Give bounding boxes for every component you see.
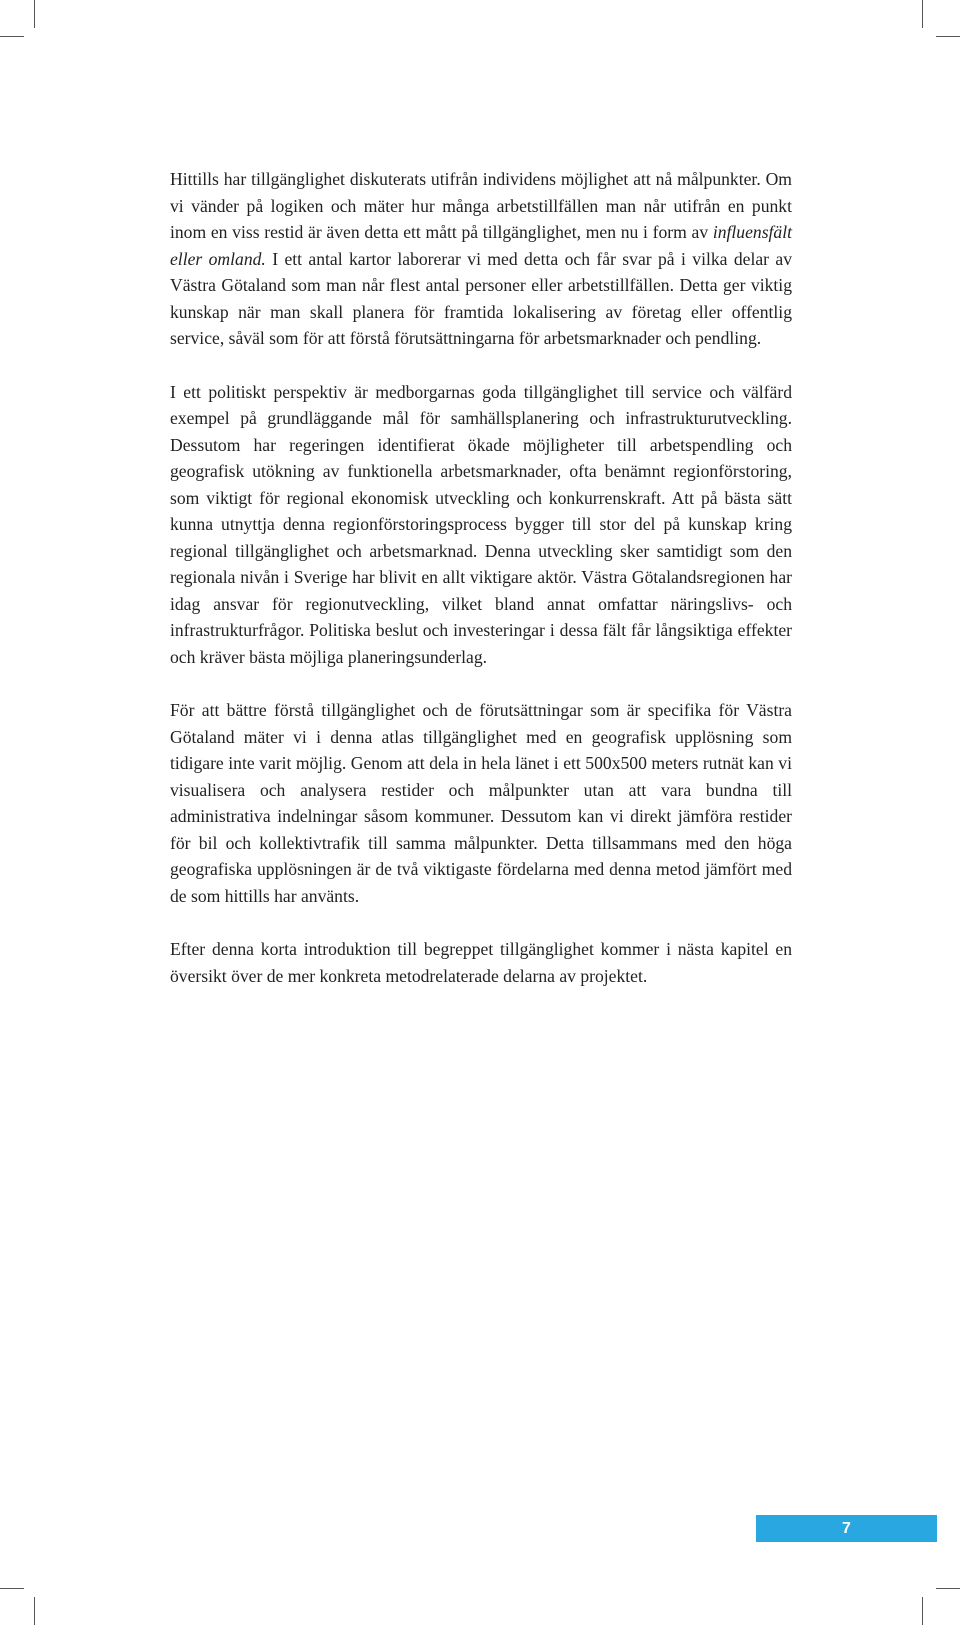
paragraph-4: Efter denna korta introduktion till begreppet tillgänglighet kommer i nästa kapitel en översikt över de mer konkreta metodrelaterade delarna av projektet.: [170, 939, 792, 986]
page-number-badge: [756, 1515, 937, 1542]
paragraph-3: För att bättre förstå tillgänglighet och de förutsättningar som är specifika för Västra Götaland mäter vi i denna atlas tillgänglighet med en geografisk upplösning som tidigare inte varit möjlig. Genom att dela in hela länet i ett 500x500 meters rutnät kan vi visualisera och analysera restider och målpunkter utan att vara bundna till administrativa indelningar såsom kommuner. Dessutom kan vi direkt jämföra restider för bil och kollektivtrafik till samma målpunkter. Detta tillsammans med den höga geografiska upplösningen är de två viktigaste fördelarna med denna metod jämfört med de som hittills har använts.: [170, 700, 792, 906]
crop-mark-top-right-vertical: [922, 0, 923, 28]
crop-mark-bottom-left-horizontal: [0, 1588, 24, 1589]
page-number: 7: [842, 1519, 851, 1537]
crop-mark-bottom-right-horizontal: [936, 1588, 960, 1589]
paragraph-1-end: I ett antal kartor laborerar vi med detta och får svar på i vilka delar av Västra Götaland som man når flest antal personer eller arbetstillfällen. Detta ger viktig kunskap när man skall planera för framtida lokalisering av företag eller offentlig service, såväl som för att förstå förutsättningarna för arbetsmarknader och pendling.: [170, 248, 792, 348]
paragraph-1: [170, 166, 792, 352]
paragraph-1-emphasis: influensfält eller omland.: [170, 222, 792, 269]
body-text: [170, 166, 792, 1016]
crop-mark-bottom-left-vertical: [34, 1597, 35, 1625]
crop-mark-bottom-right-vertical: [922, 1597, 923, 1625]
crop-mark-top-left-horizontal: [0, 36, 24, 37]
crop-mark-top-left-vertical: [34, 0, 35, 28]
paragraph-1-start: Hittills har tillgänglighet diskuterats utifrån individens möjlighet att nå målpunkter. Om vi vänder på logiken och mäter hur många arbetstillfällen man når utifrån en punkt inom en viss restid är även detta ett mått på tillgänglighet, men nu i form av: [170, 169, 792, 242]
paragraph-2: I ett politiskt perspektiv är medborgarnas goda tillgänglighet till service och välfärd exempel på grundläggande mål för samhällsplanering och infrastrukturutveckling. Dessutom har regeringen identifierat ökade möjligheter till arbetspendling och geografisk utökning av funktionella arbetsmarknader, ofta benämnt regionförstoring, som viktigt för regional ekonomisk utveckling och konkurrenskraft. Att på bästa sätt kunna utnyttja denna regionförstoringsprocess bygger till stor del på kunskap kring regional tillgänglighet och arbetsmarknad. Denna utveckling sker samtidigt som den regionala nivån i Sverige har blivit en allt viktigare aktör. Västra Götalandsregionen har idag ansvar för regionutveckling, vilket bland annat omfattar näringslivs- och infrastrukturfrågor. Politiska beslut och investeringar i dessa fält får långsiktiga effekter och kräver bästa möjliga planeringsunderlag.: [170, 381, 792, 667]
crop-mark-top-right-horizontal: [936, 36, 960, 37]
